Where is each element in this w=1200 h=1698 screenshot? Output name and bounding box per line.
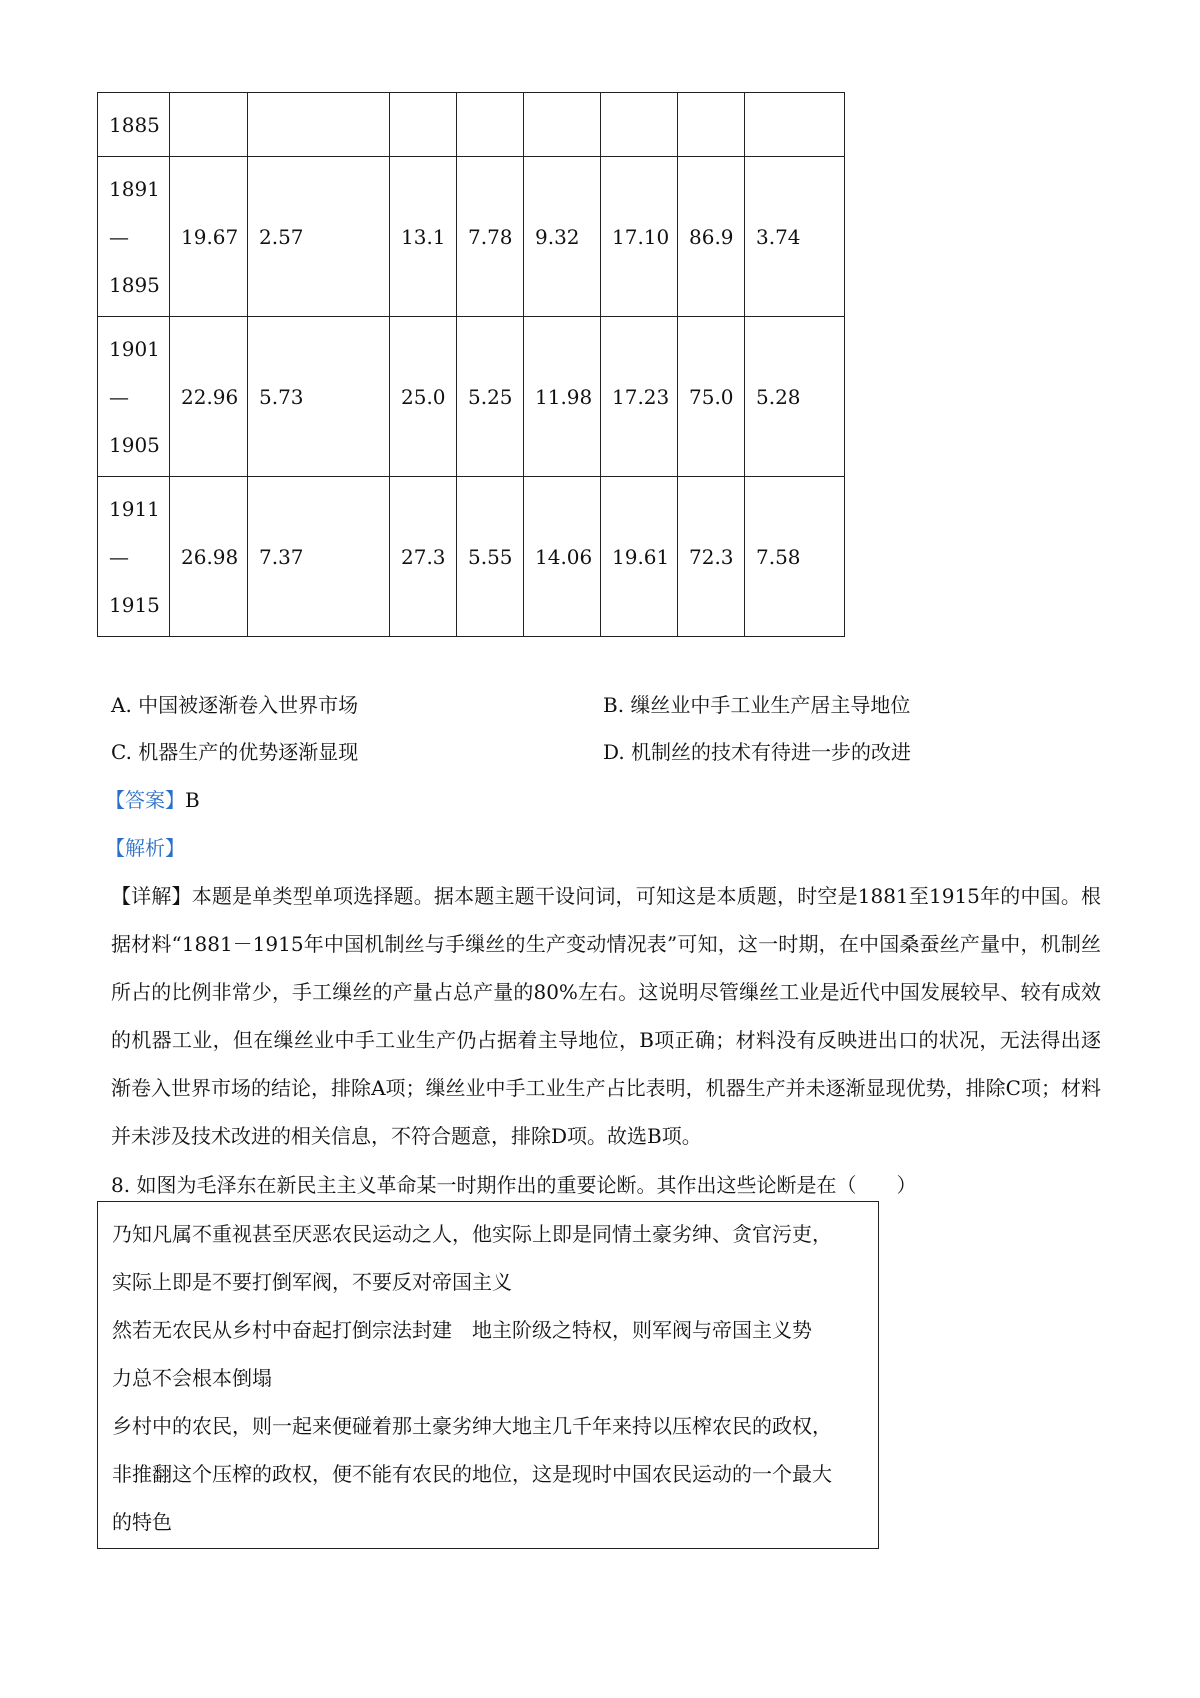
detail-text: 本题是单类型单项选择题。据本题主题干设问词，可知这是本质题，时空是1881至1915年的中国。根据材料“1881－1915年中国机制丝与手缫丝的生产变动情况表”可知，这一时期，在中国桑蚕丝产量中，机制丝所占的比例非常少，手工缫丝的产量占总产量的80%左右。这说明尽管缫丝工业是近代中国发展较早、较有成效的机器工业，但在缫丝业中手工业生产仍占据着主导地位，B项正确；材料没有反映进出口的状况，无法得出逐渐卷入世界市场的结论，排除A项；缫丝业中手工业生产占比表明，机器生产并未逐渐显现优势，排除C项；材料并未涉及技术改进的相关信息，不符合题意，排除D项。故选B项。 (111, 884, 1102, 1148)
question-8-stem: 8. 如图为毛泽东在新民主主义革命某一时期作出的重要论断。其作出这些论断是在（ ） (111, 1173, 917, 1197)
table-cell: 11.98 (524, 317, 601, 477)
table-cell: 7.37 (248, 477, 390, 637)
table-cell: 17.10 (601, 157, 678, 317)
detail-paragraph (111, 872, 1101, 1160)
table-cell: 22.96 (170, 317, 248, 477)
table-cell: 2.57 (248, 157, 390, 317)
period-label: 1905 (109, 432, 160, 457)
table-cell: 7.58 (745, 477, 845, 637)
answer-line (105, 788, 200, 812)
table-cell (601, 93, 678, 157)
table-cell: 5.55 (457, 477, 524, 637)
table-cell: 5.73 (248, 317, 390, 477)
quote-line: 实际上即是不要打倒军阀，不要反对帝国主义 (112, 1270, 512, 1294)
table-cell: 14.06 (524, 477, 601, 637)
detail-tag: 【详解】 (111, 884, 192, 908)
period-label: 1885 (109, 112, 160, 137)
quote-line: 的特色 (112, 1510, 172, 1534)
period-cell (98, 317, 170, 477)
option-c: C. 机器生产的优势逐渐显现 (111, 740, 359, 764)
table-cell (524, 93, 601, 157)
period-label: 1915 (109, 592, 160, 617)
period-label: 1911 (109, 496, 160, 521)
answer-value: B (185, 788, 200, 812)
table-cell (678, 93, 745, 157)
table-cell: 26.98 (170, 477, 248, 637)
table-cell: 25.0 (390, 317, 457, 477)
table-row (98, 317, 845, 477)
analysis-tag: 【解析】 (105, 836, 185, 860)
period-label: 1901 (109, 336, 160, 361)
table-cell: 19.67 (170, 157, 248, 317)
period-cell (98, 477, 170, 637)
quote-line: 乃知凡属不重视甚至厌恶农民运动之人，他实际上即是同情土豪劣绅、贪官污吏， (112, 1222, 832, 1246)
table-cell: 75.0 (678, 317, 745, 477)
answer-tag: 【答案】 (105, 788, 185, 812)
table-cell (248, 93, 390, 157)
option-a: A. 中国被逐渐卷入世界市场 (111, 693, 359, 717)
table-cell: 17.23 (601, 317, 678, 477)
table-cell (745, 93, 845, 157)
table-cell: 13.1 (390, 157, 457, 317)
quote-line: 非推翻这个压榨的政权，便不能有农民的地位，这是现时中国农民运动的一个最大 (112, 1462, 832, 1486)
table-cell (170, 93, 248, 157)
table-row (98, 157, 845, 317)
table-cell (457, 93, 524, 157)
table-cell: 5.25 (457, 317, 524, 477)
period-label: — (109, 224, 129, 249)
table-body (98, 93, 845, 637)
analysis-line (105, 836, 185, 860)
period-label: 1891 (109, 176, 160, 201)
table-cell (390, 93, 457, 157)
table-cell: 9.32 (524, 157, 601, 317)
period-cell (98, 93, 170, 157)
option-b: B. 缫丝业中手工业生产居主导地位 (603, 693, 911, 717)
quote-line: 力总不会根本倒塌 (112, 1366, 272, 1390)
table-cell: 27.3 (390, 477, 457, 637)
period-cell (98, 157, 170, 317)
table-row (98, 93, 845, 157)
table-cell: 3.74 (745, 157, 845, 317)
table-cell: 5.28 (745, 317, 845, 477)
option-d: D. 机制丝的技术有待进一步的改进 (603, 740, 912, 764)
table-cell: 86.9 (678, 157, 745, 317)
period-label: 1895 (109, 272, 160, 297)
quote-box (97, 1201, 879, 1549)
quote-line: 乡村中的农民，则一起来便碰着那土豪劣绅大地主几千年来持以压榨农民的政权， (112, 1414, 832, 1438)
table-cell: 72.3 (678, 477, 745, 637)
table-cell: 19.61 (601, 477, 678, 637)
period-label: — (109, 384, 129, 409)
table-row (98, 477, 845, 637)
silk-production-table (97, 92, 845, 637)
table-cell: 7.78 (457, 157, 524, 317)
quote-line: 然若无农民从乡村中奋起打倒宗法封建 地主阶级之特权，则军阀与帝国主义势 (112, 1318, 812, 1342)
period-label: — (109, 544, 129, 569)
